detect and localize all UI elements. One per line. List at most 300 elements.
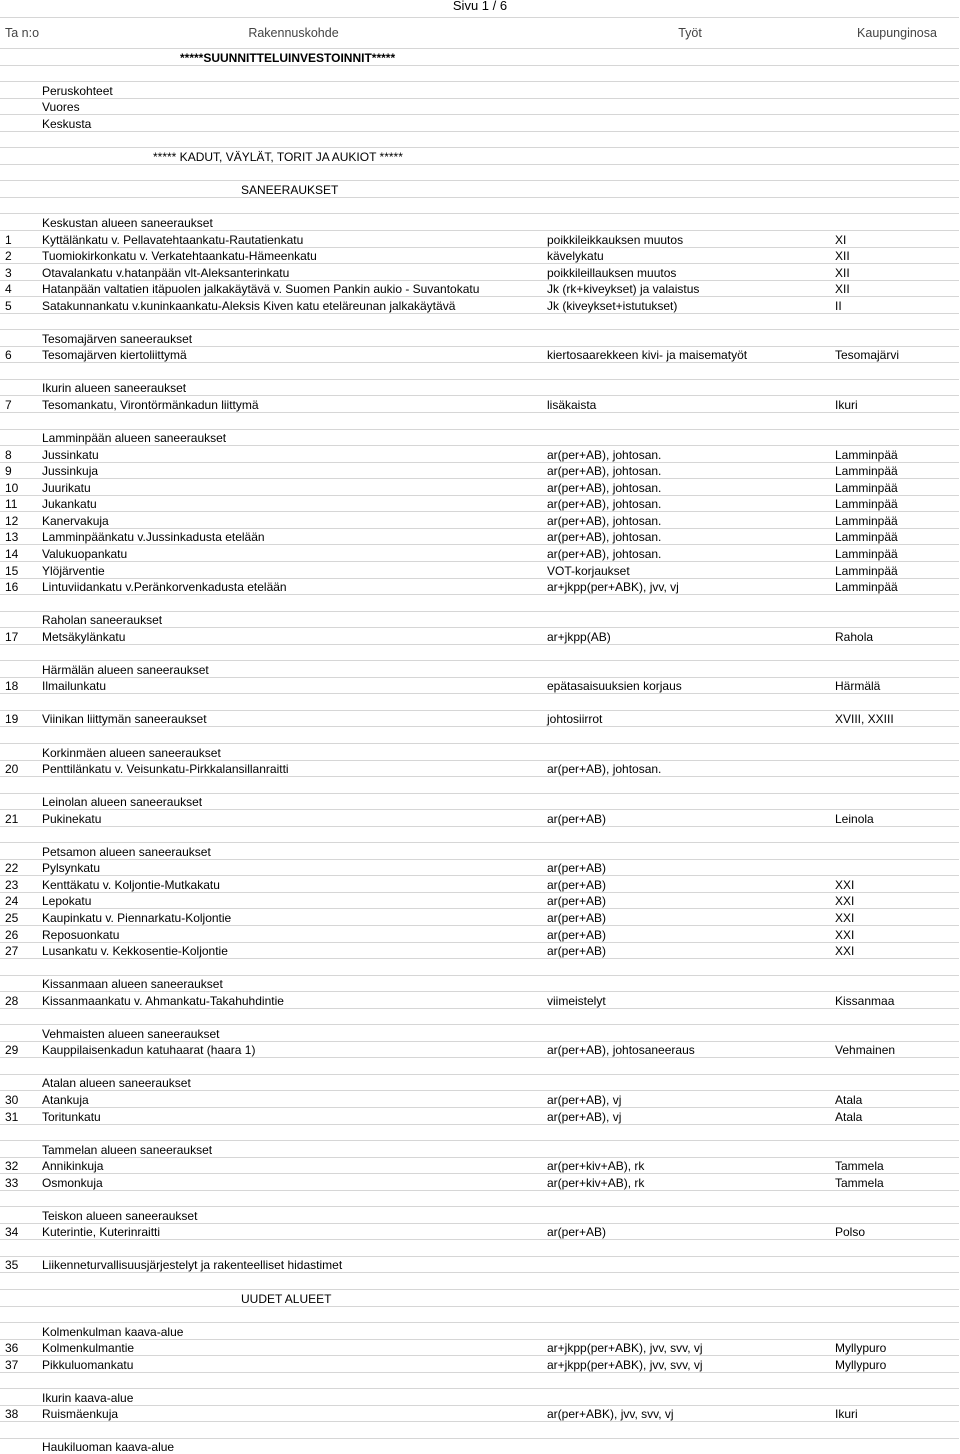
empty-cell — [545, 1438, 833, 1454]
row-tyot: ar(per+AB), johtosan. — [545, 528, 833, 545]
table-row — [0, 545, 959, 562]
blank-row — [0, 1273, 959, 1290]
row-number: 35 — [0, 1256, 40, 1273]
table-row — [0, 925, 959, 942]
empty-cell — [545, 115, 833, 132]
row-kaupunginosa: Vehmainen — [833, 1041, 959, 1058]
row-kohde: Kaupinkatu v. Piennarkatu-Koljontie — [40, 909, 545, 926]
empty-cell — [545, 1323, 833, 1340]
row-number: 8 — [0, 446, 40, 463]
empty-cell — [545, 661, 833, 678]
row-tyot: ar(per+AB), johtosan. — [545, 462, 833, 479]
empty-cell — [833, 727, 959, 744]
empty-cell — [40, 1058, 545, 1075]
row-tyot: kävelykatu — [545, 247, 833, 264]
row-kohde: Valukuopankatu — [40, 545, 545, 562]
row-tyot: ar(per+AB), johtosan. — [545, 479, 833, 496]
row-kaupunginosa: XXI — [833, 876, 959, 893]
heading-row — [0, 1025, 959, 1042]
row-kaupunginosa — [833, 1256, 959, 1273]
row-number: 13 — [0, 528, 40, 545]
row-number: 38 — [0, 1405, 40, 1422]
row-number: 10 — [0, 479, 40, 496]
empty-cell — [0, 644, 40, 661]
row-kaupunginosa — [833, 859, 959, 876]
row-kohde: Lintuviidankatu v.Peränkorvenkadusta etelään — [40, 578, 545, 595]
row-kohde: Kuterintie, Kuterinraitti — [40, 1223, 545, 1240]
empty-cell — [40, 1422, 545, 1439]
heading-row — [0, 214, 959, 231]
row-kohde: Penttilänkatu v. Veisunkatu-Pirkkalansillanraitti — [40, 760, 545, 777]
empty-cell — [0, 413, 40, 430]
row-tyot: Jk (kiveykset+istutukset) — [545, 297, 833, 314]
row-number: 4 — [0, 280, 40, 297]
empty-cell — [0, 1273, 40, 1290]
empty-cell — [545, 363, 833, 380]
row-number: 25 — [0, 909, 40, 926]
table-row — [0, 942, 959, 959]
row-number: 37 — [0, 1356, 40, 1373]
empty-cell — [0, 363, 40, 380]
row-kaupunginosa: Leinola — [833, 810, 959, 827]
empty-cell — [833, 1124, 959, 1141]
empty-cell — [833, 661, 959, 678]
heading-text: Raholan saneeraukset — [40, 611, 545, 628]
empty-cell — [0, 1438, 40, 1454]
row-kohde: Kolmenkulmantie — [40, 1339, 545, 1356]
row-tyot: ar(per+AB), vj — [545, 1108, 833, 1125]
row-kaupunginosa: Lamminpää — [833, 462, 959, 479]
page-header — [0, 0, 960, 17]
blank-row — [0, 826, 959, 843]
row-tyot: ar(per+kiv+AB), rk — [545, 1157, 833, 1174]
row-kaupunginosa: Tammela — [833, 1174, 959, 1191]
page-indicator: Sivu 1 / 6 — [440, 0, 520, 13]
row-kohde: Lepokatu — [40, 892, 545, 909]
row-number: 7 — [0, 396, 40, 413]
empty-cell — [0, 164, 40, 181]
empty-cell — [0, 1074, 40, 1091]
row-tyot: ar(per+AB) — [545, 810, 833, 827]
row-tyot: poikkileikkauksen muutos — [545, 231, 833, 248]
empty-cell — [545, 313, 833, 330]
empty-cell — [0, 181, 40, 198]
empty-cell — [545, 148, 833, 165]
empty-cell — [833, 1141, 959, 1158]
row-kaupunginosa: Härmälä — [833, 677, 959, 694]
empty-cell — [833, 826, 959, 843]
empty-cell — [0, 1306, 40, 1323]
empty-cell — [833, 413, 959, 430]
heading-text: Leinolan alueen saneeraukset — [40, 793, 545, 810]
blank-row — [0, 363, 959, 380]
table-row — [0, 1223, 959, 1240]
row-kohde: Kenttäkatu v. Koljontie-Mutkakatu — [40, 876, 545, 893]
row-kaupunginosa: Myllypuro — [833, 1356, 959, 1373]
row-tyot: ar+jkpp(per+ABK), jvv, vj — [545, 578, 833, 595]
investment-table — [0, 17, 959, 1454]
empty-cell — [40, 727, 545, 744]
row-tyot: epätasaisuuksien korjaus — [545, 677, 833, 694]
empty-cell — [0, 214, 40, 231]
empty-cell — [545, 1240, 833, 1257]
empty-cell — [40, 959, 545, 976]
empty-cell — [545, 1058, 833, 1075]
row-tyot: poikkileillauksen muutos — [545, 264, 833, 281]
empty-cell — [0, 1290, 40, 1307]
empty-cell — [0, 1389, 40, 1406]
table-row — [0, 1339, 959, 1356]
empty-cell — [833, 1190, 959, 1207]
empty-cell — [40, 197, 545, 214]
heading-row — [0, 975, 959, 992]
row-kohde: Kyttälänkatu v. Pellavatehtaankatu-Rautatienkatu — [40, 231, 545, 248]
heading-text: Atalan alueen saneeraukset — [40, 1074, 545, 1091]
table-row — [0, 1108, 959, 1125]
empty-cell — [833, 1323, 959, 1340]
empty-cell — [833, 98, 959, 115]
row-tyot: ar(per+AB) — [545, 925, 833, 942]
empty-cell — [40, 1124, 545, 1141]
column-header-kaupunginosa: Kaupunginosa — [833, 18, 959, 49]
empty-cell — [545, 975, 833, 992]
empty-cell — [545, 1422, 833, 1439]
blank-row — [0, 1306, 959, 1323]
empty-cell — [0, 1190, 40, 1207]
blank-row — [0, 197, 959, 214]
empty-cell — [0, 1323, 40, 1340]
row-kohde: Juurikatu — [40, 479, 545, 496]
row-kohde: Metsäkylänkatu — [40, 628, 545, 645]
empty-cell — [0, 1207, 40, 1224]
empty-cell — [0, 727, 40, 744]
empty-cell — [545, 727, 833, 744]
row-kohde: Satakunnankatu v.kuninkaankatu-Aleksis Kiven katu eteläreunan jalkakäytävä — [40, 297, 545, 314]
row-tyot: ar(per+AB) — [545, 942, 833, 959]
empty-cell — [833, 1389, 959, 1406]
row-kohde: Tesomankatu, Virontörmänkadun liittymä — [40, 396, 545, 413]
table-row — [0, 446, 959, 463]
heading-text: Ikurin kaava-alue — [40, 1389, 545, 1406]
empty-cell — [545, 65, 833, 82]
table-row — [0, 892, 959, 909]
empty-cell — [545, 1141, 833, 1158]
empty-cell — [833, 429, 959, 446]
table-row — [0, 1256, 959, 1273]
empty-cell — [0, 197, 40, 214]
empty-cell — [545, 379, 833, 396]
empty-cell — [545, 214, 833, 231]
row-tyot: ar(per+ABK), jvv, svv, vj — [545, 1405, 833, 1422]
subtitle-row — [0, 148, 959, 165]
heading-row — [0, 1389, 959, 1406]
heading-row — [0, 1438, 959, 1454]
row-number: 28 — [0, 992, 40, 1009]
empty-cell — [0, 131, 40, 148]
empty-cell — [40, 826, 545, 843]
empty-cell — [0, 793, 40, 810]
empty-cell — [0, 661, 40, 678]
blank-row — [0, 959, 959, 976]
column-header-no: Ta n:o — [0, 18, 40, 49]
empty-cell — [0, 49, 40, 66]
heading-row — [0, 743, 959, 760]
empty-cell — [545, 1290, 833, 1307]
empty-cell — [0, 595, 40, 612]
row-kohde: Ilmailunkatu — [40, 677, 545, 694]
table-row — [0, 677, 959, 694]
row-kohde: Annikinkuja — [40, 1157, 545, 1174]
heading-row — [0, 1074, 959, 1091]
empty-cell — [545, 429, 833, 446]
row-number: 5 — [0, 297, 40, 314]
empty-cell — [833, 214, 959, 231]
heading-text: Kolmenkulman kaava-alue — [40, 1323, 545, 1340]
heading-text: Härmälän alueen saneeraukset — [40, 661, 545, 678]
section-text: UUDET ALUEET — [40, 1290, 545, 1307]
row-number: 21 — [0, 810, 40, 827]
empty-cell — [545, 644, 833, 661]
heading-text: Vehmaisten alueen saneeraukset — [40, 1025, 545, 1042]
empty-cell — [833, 363, 959, 380]
row-tyot: kiertosaarekkeen kivi- ja maisematyöt — [545, 346, 833, 363]
row-number: 24 — [0, 892, 40, 909]
empty-cell — [833, 611, 959, 628]
row-tyot: ar(per+AB), johtosaneeraus — [545, 1041, 833, 1058]
row-number: 1 — [0, 231, 40, 248]
empty-cell — [833, 1025, 959, 1042]
row-number: 23 — [0, 876, 40, 893]
row-kaupunginosa: XI — [833, 231, 959, 248]
row-tyot: ar(per+AB) — [545, 1223, 833, 1240]
table-row — [0, 1405, 959, 1422]
empty-cell — [833, 1058, 959, 1075]
row-kaupunginosa: Lamminpää — [833, 545, 959, 562]
empty-cell — [40, 65, 545, 82]
section-row — [0, 181, 959, 198]
table-row — [0, 810, 959, 827]
table-row — [0, 231, 959, 248]
empty-cell — [545, 181, 833, 198]
table-row — [0, 396, 959, 413]
row-kaupunginosa: Rahola — [833, 628, 959, 645]
empty-cell — [545, 82, 833, 99]
row-number: 2 — [0, 247, 40, 264]
empty-cell — [833, 777, 959, 794]
blank-row — [0, 313, 959, 330]
empty-cell — [0, 115, 40, 132]
row-kohde: Kissanmaankatu v. Ahmankatu-Takahuhdintie — [40, 992, 545, 1009]
empty-cell — [545, 49, 833, 66]
blank-row — [0, 1008, 959, 1025]
empty-cell — [833, 694, 959, 711]
empty-cell — [833, 379, 959, 396]
empty-cell — [40, 777, 545, 794]
row-tyot: ar(per+AB), johtosan. — [545, 446, 833, 463]
row-number: 19 — [0, 710, 40, 727]
empty-cell — [40, 1240, 545, 1257]
row-kaupunginosa: XII — [833, 247, 959, 264]
row-number: 14 — [0, 545, 40, 562]
row-number: 36 — [0, 1339, 40, 1356]
empty-cell — [833, 65, 959, 82]
empty-cell — [545, 413, 833, 430]
row-kaupunginosa: Atala — [833, 1091, 959, 1108]
row-number: 32 — [0, 1157, 40, 1174]
row-tyot: ar(per+AB), johtosan. — [545, 495, 833, 512]
empty-cell — [0, 1025, 40, 1042]
row-number: 12 — [0, 512, 40, 529]
empty-cell — [833, 595, 959, 612]
row-number: 30 — [0, 1091, 40, 1108]
row-kohde: Otavalankatu v.hatanpään vlt-Aleksanterinkatu — [40, 264, 545, 281]
row-tyot: ar(per+AB), vj — [545, 1091, 833, 1108]
heading-row — [0, 82, 959, 99]
empty-cell — [545, 959, 833, 976]
heading-row — [0, 843, 959, 860]
empty-cell — [545, 611, 833, 628]
heading-text: Haukiluoman kaava-alue — [40, 1438, 545, 1454]
empty-cell — [0, 429, 40, 446]
table-row — [0, 479, 959, 496]
empty-cell — [833, 1240, 959, 1257]
blank-row — [0, 644, 959, 661]
row-tyot: ar+jkpp(AB) — [545, 628, 833, 645]
row-tyot: ar(per+AB), johtosan. — [545, 512, 833, 529]
blank-row — [0, 1190, 959, 1207]
empty-cell — [0, 98, 40, 115]
row-kaupunginosa: Tesomajärvi — [833, 346, 959, 363]
row-number: 27 — [0, 942, 40, 959]
heading-text: Keskustan alueen saneeraukset — [40, 214, 545, 231]
row-number: 15 — [0, 561, 40, 578]
row-kohde: Reposuonkatu — [40, 925, 545, 942]
empty-cell — [0, 975, 40, 992]
empty-cell — [833, 82, 959, 99]
blank-row — [0, 777, 959, 794]
blank-row — [0, 1124, 959, 1141]
blank-row — [0, 595, 959, 612]
table-body — [0, 49, 959, 1454]
empty-cell — [545, 1273, 833, 1290]
row-kaupunginosa: XXI — [833, 942, 959, 959]
title-row — [0, 49, 959, 66]
empty-cell — [833, 1290, 959, 1307]
empty-cell — [0, 843, 40, 860]
blank-row — [0, 131, 959, 148]
empty-cell — [545, 743, 833, 760]
row-kohde: Lusankatu v. Kekkosentie-Koljontie — [40, 942, 545, 959]
empty-cell — [833, 330, 959, 347]
row-number: 18 — [0, 677, 40, 694]
row-number: 20 — [0, 760, 40, 777]
row-number: 29 — [0, 1041, 40, 1058]
empty-cell — [545, 98, 833, 115]
row-kaupunginosa: Tammela — [833, 1157, 959, 1174]
row-kaupunginosa: Kissanmaa — [833, 992, 959, 1009]
heading-text: Tammelan alueen saneeraukset — [40, 1141, 545, 1158]
empty-cell — [0, 1058, 40, 1075]
table-row — [0, 859, 959, 876]
row-number: 6 — [0, 346, 40, 363]
empty-cell — [833, 164, 959, 181]
empty-cell — [833, 313, 959, 330]
blank-row — [0, 694, 959, 711]
empty-cell — [0, 148, 40, 165]
empty-cell — [833, 843, 959, 860]
row-tyot: ar(per+kiv+AB), rk — [545, 1174, 833, 1191]
row-tyot: ar(per+AB) — [545, 859, 833, 876]
row-tyot — [545, 1256, 833, 1273]
row-number: 33 — [0, 1174, 40, 1191]
row-kaupunginosa — [833, 760, 959, 777]
empty-cell — [545, 1306, 833, 1323]
heading-text: Teiskon alueen saneeraukset — [40, 1207, 545, 1224]
row-kaupunginosa: Ikuri — [833, 1405, 959, 1422]
heading-row — [0, 330, 959, 347]
empty-cell — [545, 1074, 833, 1091]
empty-cell — [0, 743, 40, 760]
heading-text: Lamminpään alueen saneeraukset — [40, 429, 545, 446]
row-tyot: ar+jkpp(per+ABK), jvv, svv, vj — [545, 1339, 833, 1356]
table-row — [0, 1174, 959, 1191]
heading-text: Keskusta — [40, 115, 545, 132]
table-row — [0, 280, 959, 297]
heading-row — [0, 793, 959, 810]
row-tyot: VOT-korjaukset — [545, 561, 833, 578]
empty-cell — [0, 1422, 40, 1439]
empty-cell — [545, 131, 833, 148]
empty-cell — [40, 1372, 545, 1389]
column-header-kohde: Rakennuskohde — [40, 18, 545, 49]
row-kohde: Toritunkatu — [40, 1108, 545, 1125]
table-row — [0, 297, 959, 314]
empty-cell — [833, 1422, 959, 1439]
heading-row — [0, 1141, 959, 1158]
empty-cell — [0, 777, 40, 794]
row-kaupunginosa: Myllypuro — [833, 1339, 959, 1356]
empty-cell — [833, 793, 959, 810]
empty-cell — [545, 1124, 833, 1141]
empty-cell — [0, 330, 40, 347]
empty-cell — [545, 1207, 833, 1224]
empty-cell — [40, 1273, 545, 1290]
empty-cell — [545, 164, 833, 181]
row-tyot: ar(per+AB) — [545, 892, 833, 909]
heading-row — [0, 611, 959, 628]
row-kohde: Atankuja — [40, 1091, 545, 1108]
table-row — [0, 578, 959, 595]
heading-row — [0, 115, 959, 132]
blank-row — [0, 1240, 959, 1257]
empty-cell — [545, 1389, 833, 1406]
heading-text: Korkinmäen alueen saneeraukset — [40, 743, 545, 760]
empty-cell — [833, 1074, 959, 1091]
row-tyot: ar(per+AB), johtosan. — [545, 760, 833, 777]
empty-cell — [40, 1190, 545, 1207]
row-number: 9 — [0, 462, 40, 479]
row-kaupunginosa: Lamminpää — [833, 528, 959, 545]
table-row — [0, 264, 959, 281]
empty-cell — [833, 148, 959, 165]
empty-cell — [545, 1372, 833, 1389]
row-kohde: Pylsynkatu — [40, 859, 545, 876]
empty-cell — [545, 1025, 833, 1042]
row-kohde: Lamminpäänkatu v.Jussinkadusta etelään — [40, 528, 545, 545]
row-kohde: Hatanpään valtatien itäpuolen jalkakäytävä v. Suomen Pankin aukio - Suvantokatu — [40, 280, 545, 297]
blank-row — [0, 65, 959, 82]
heading-row — [0, 1323, 959, 1340]
